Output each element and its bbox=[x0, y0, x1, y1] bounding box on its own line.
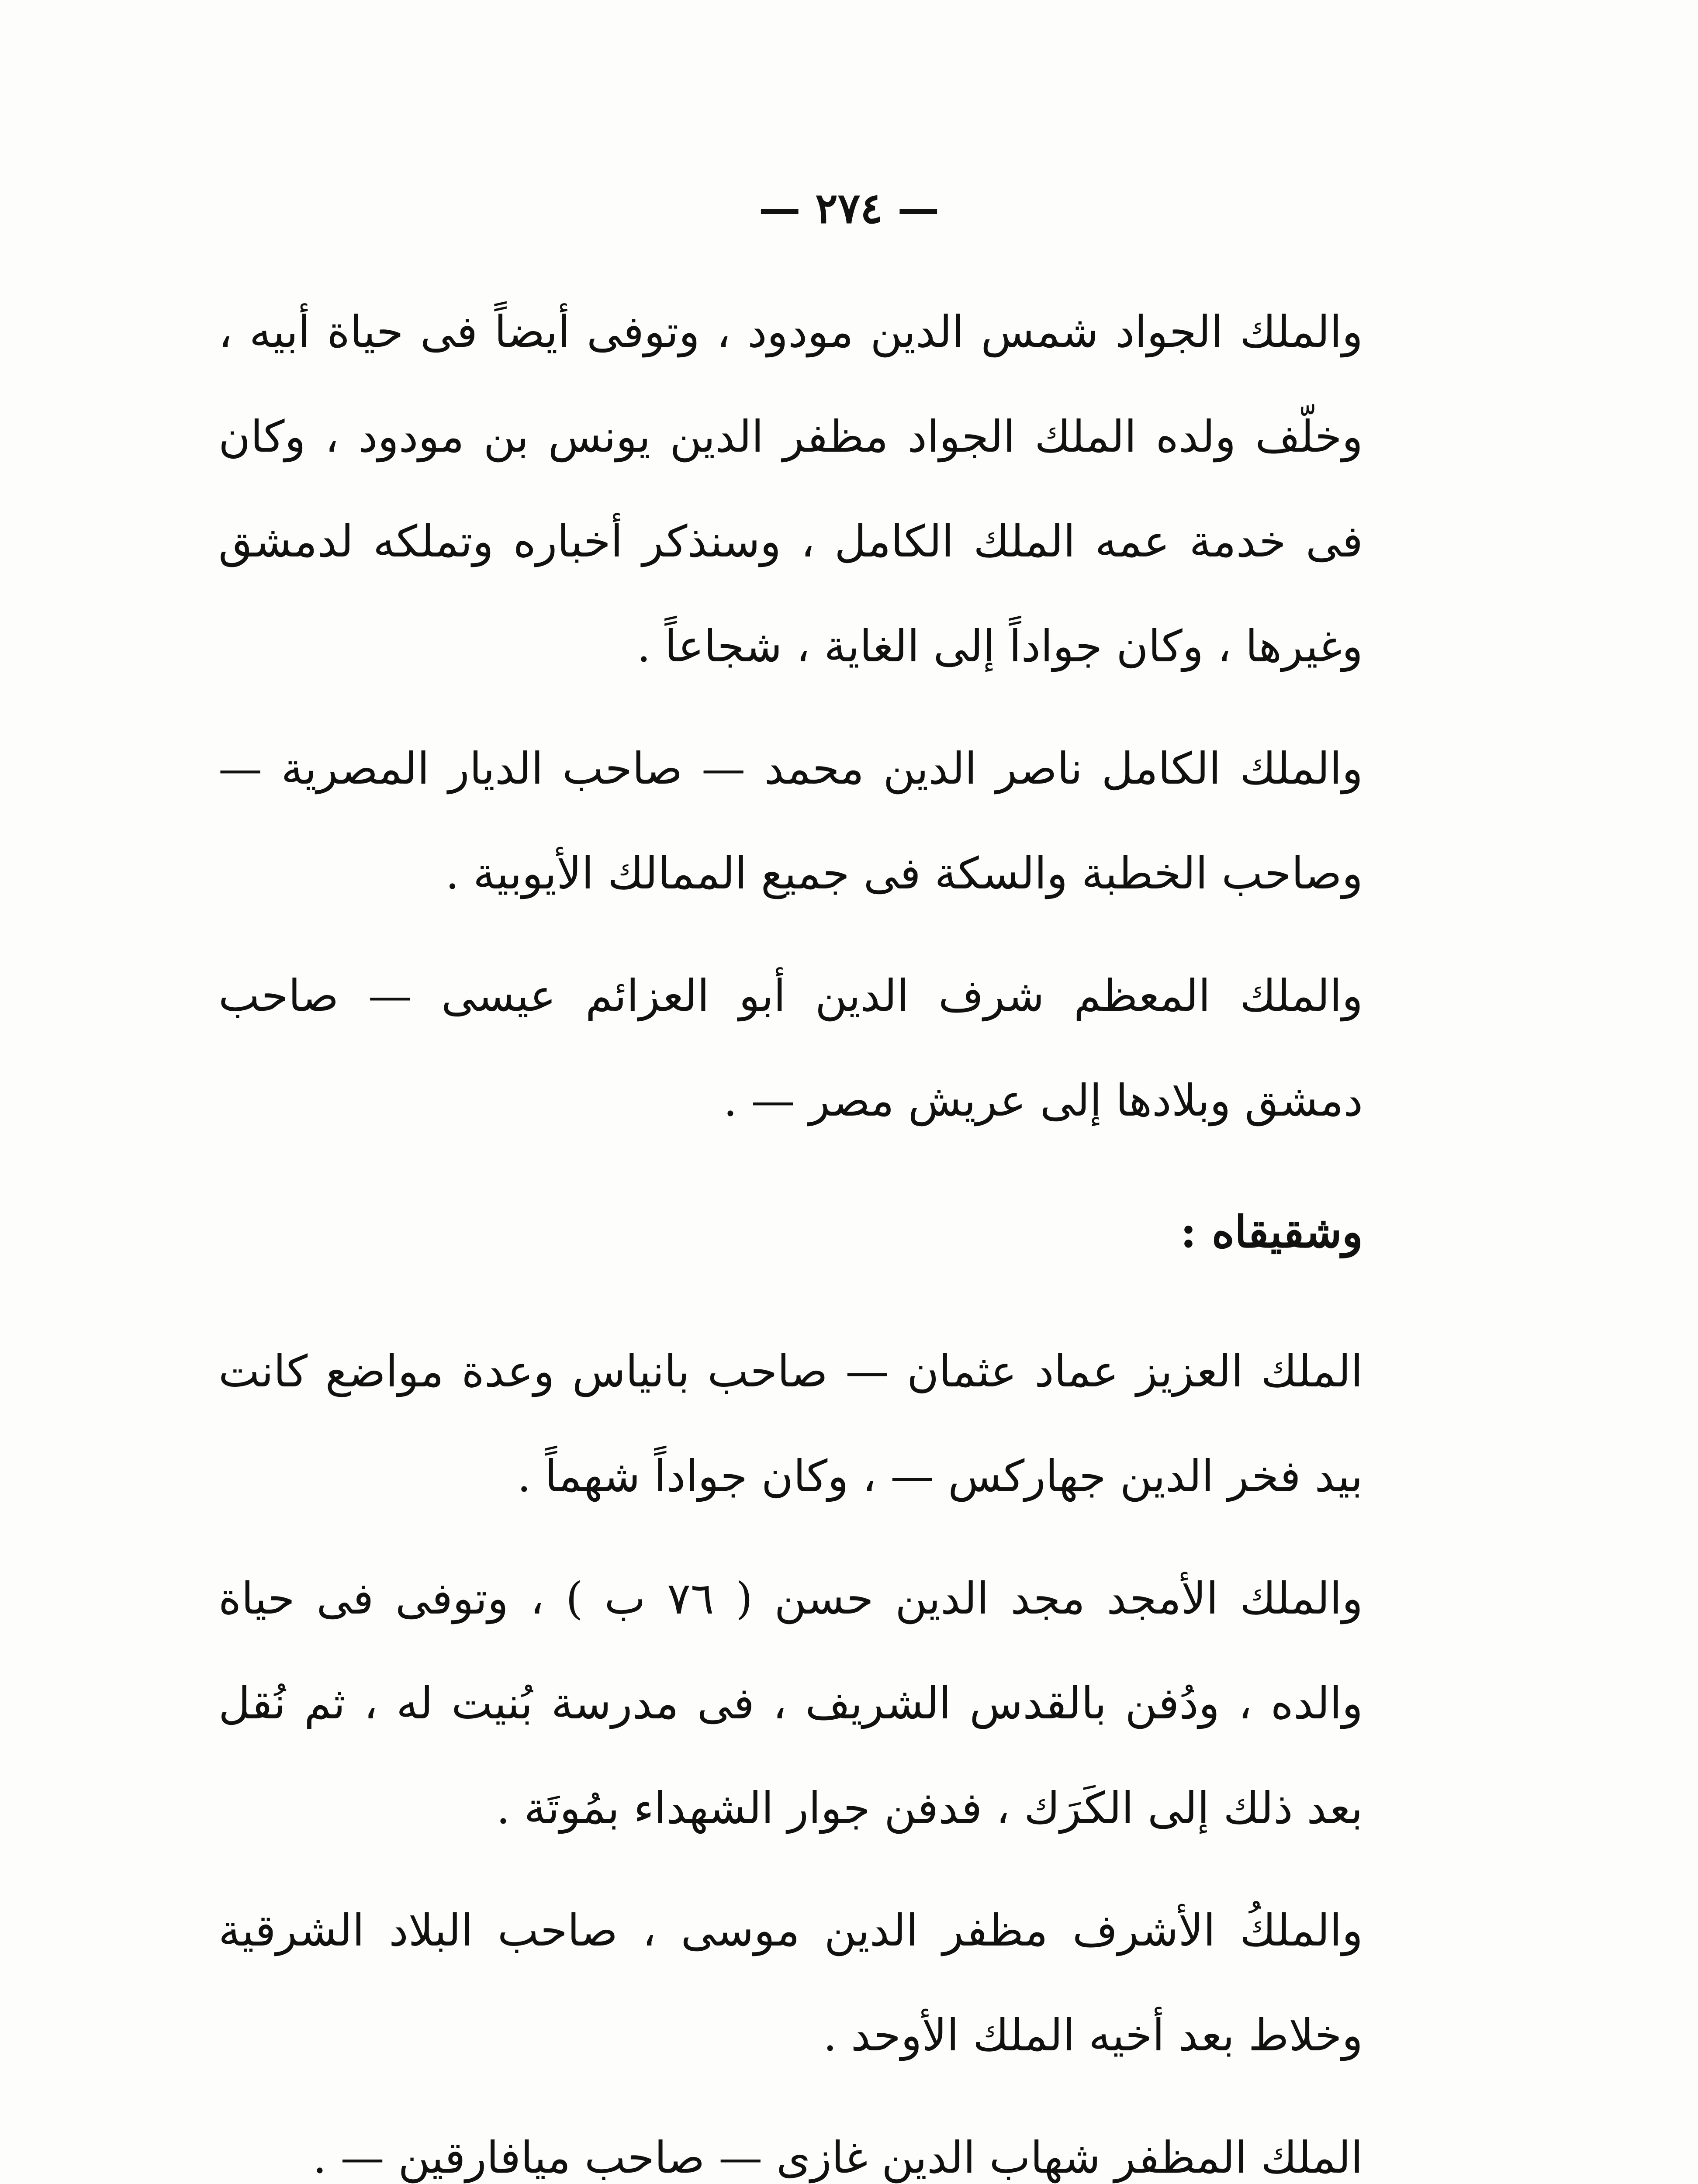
page-number: — ٢٧٤ — bbox=[758, 183, 940, 233]
paragraph: والملكُ الأشرف مظفر الدين موسى ، صاحب البلاد الشرقية وخلاط بعد أخيه الملك الأوحد . bbox=[218, 1905, 1363, 2061]
paragraph: والملك الجواد شمس الدين مودود ، وتوفى أيضاً فى حياة أبيه ، وخلّف ولده الملك الجواد مظفر الدين يونس بن مودود ، وكان فى خدمة عمه الملك الكامل ، وسنذكر أخباره وتملكه لدمشق وغيرها ، وكان جواداً إلى الغاية ، شجاعاً . bbox=[218, 306, 1363, 672]
paragraph: الملك المظفر شهاب الدين غازى — صاحب ميافارقين — . bbox=[313, 2132, 1363, 2183]
paragraph: والملك الكامل ناصر الدين محمد — صاحب الديار المصرية — وصاحب الخطبة والسكة فى جميع الممالك الأيوبية . bbox=[218, 743, 1363, 899]
paragraph: الملك العزيز عماد عثمان — صاحب بانياس وعدة مواضع كانت بيد فخر الدين جهاركس — ، وكان جواداً شهماً . bbox=[218, 1346, 1363, 1502]
paragraph: والملك الأمجد مجد الدين حسن ( ٧٦ ب ) ، وتوفى فى حياة والده ، ودُفن بالقدس الشريف ، فى مدرسة بُنيت له ، ثم نُقل بعد ذلك إلى الكَرَك ، فدفن جوار الشهداء بمُوتَة . bbox=[218, 1573, 1363, 1834]
paragraph: والملك المعظم شرف الدين أبو العزائم عيسى — صاحب دمشق وبلادها إلى عريش مصر — . bbox=[218, 970, 1363, 1126]
section-heading: وشقيقاه : bbox=[1180, 1206, 1363, 1258]
main-text bbox=[218, 280, 1363, 2184]
